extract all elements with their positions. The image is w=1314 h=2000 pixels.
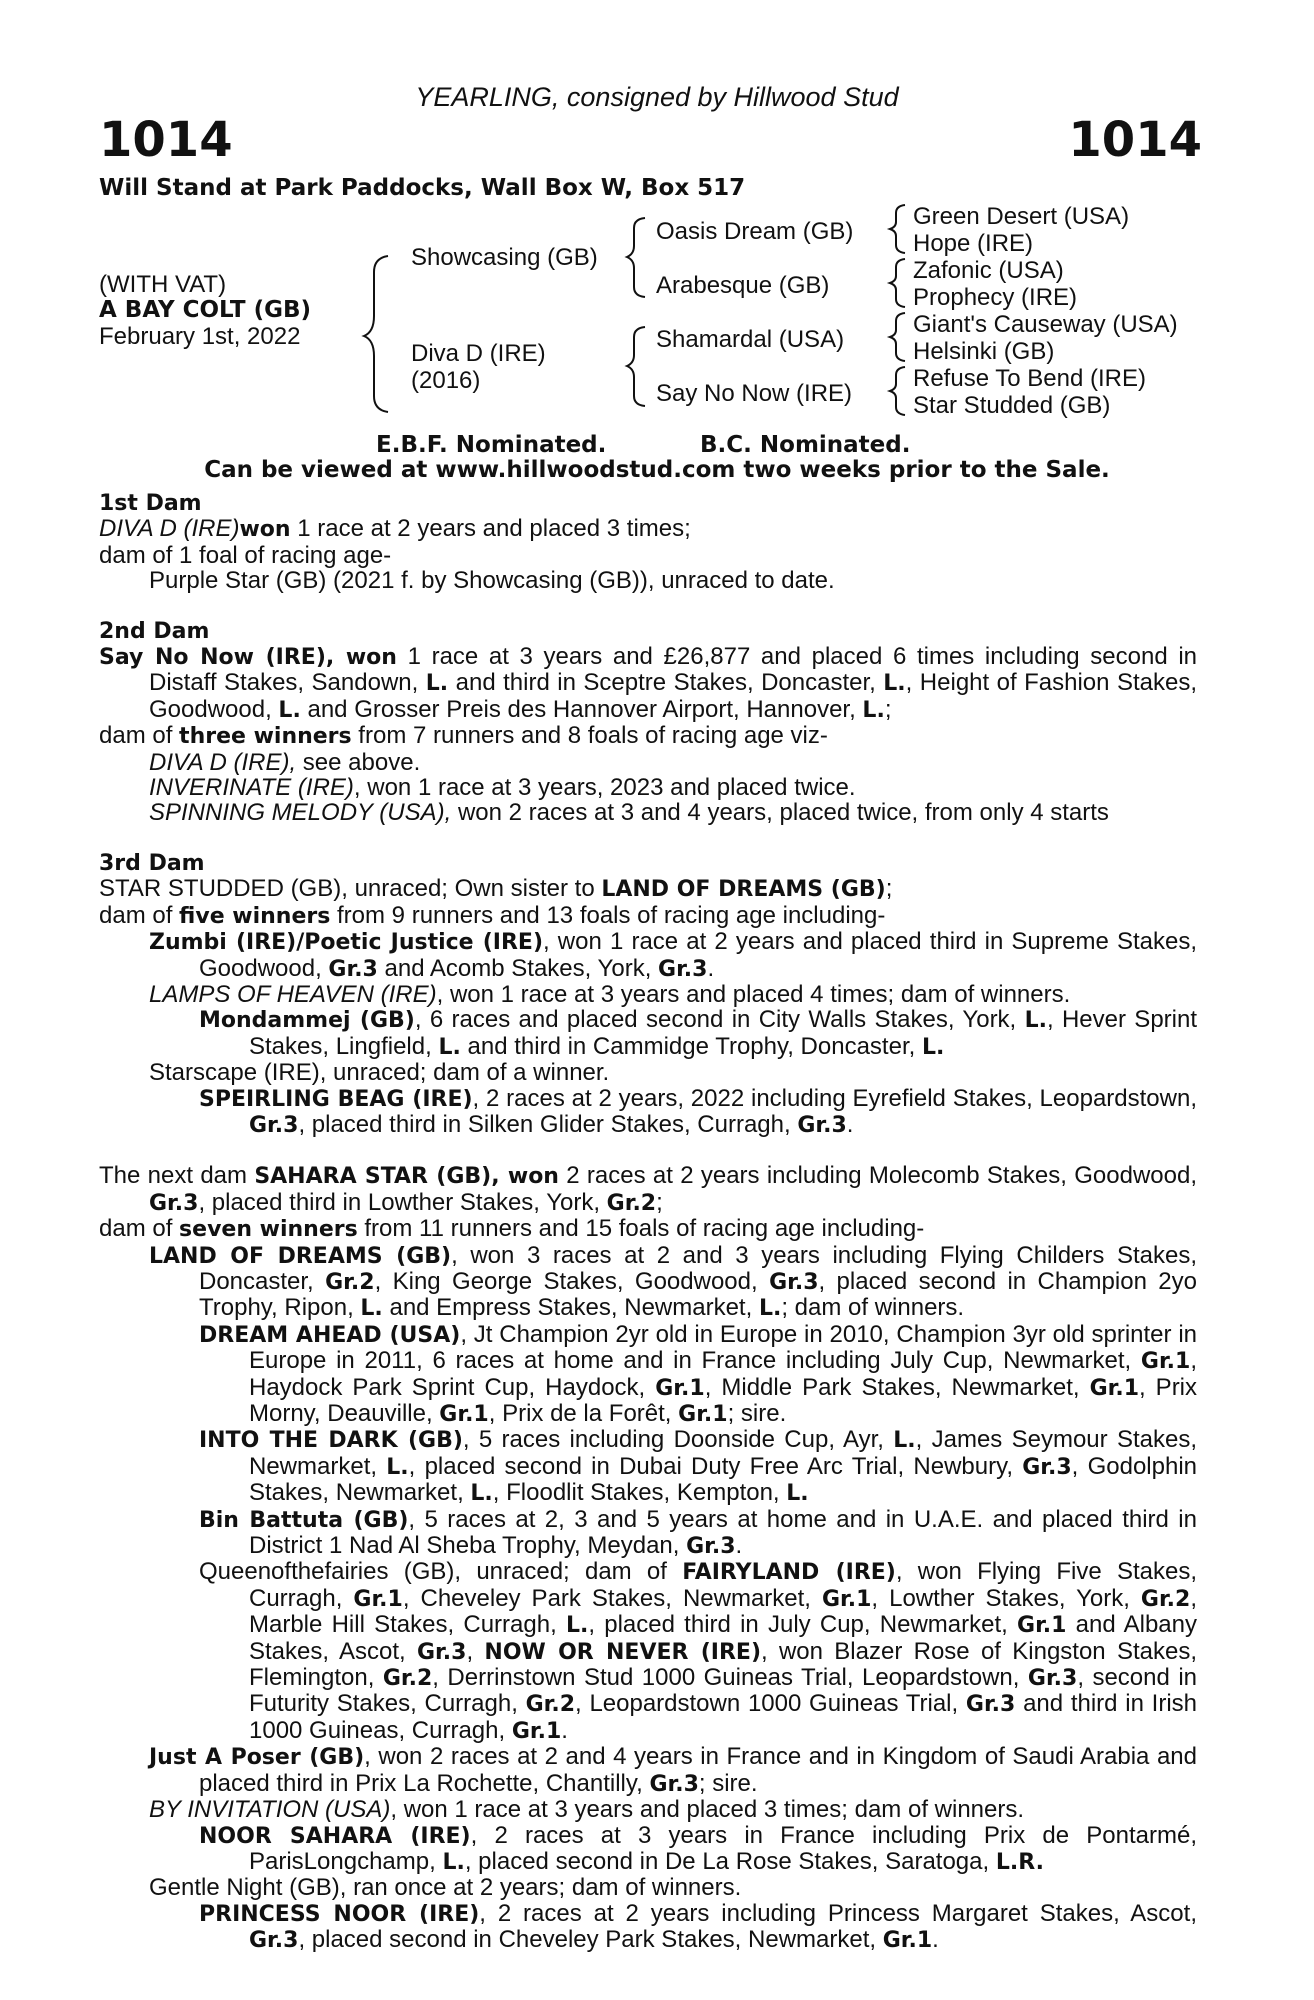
third-dam-heading: 3rd Dam bbox=[99, 850, 205, 876]
dam3-l2-a: dam of bbox=[99, 901, 180, 929]
vat-note: (WITH VAT) bbox=[99, 271, 227, 298]
consignor-subtitle: YEARLING, consigned by Hillwood Stud bbox=[415, 82, 899, 112]
q-g8: Gr.2 bbox=[525, 1692, 576, 1718]
dam2-L3: L. bbox=[278, 697, 301, 723]
brace-g3 bbox=[890, 313, 905, 361]
next-dam-bin-battuta bbox=[99, 1507, 1197, 1560]
ns-b: , placed second in De La Rose Stakes, Saratoga, bbox=[464, 1847, 996, 1875]
first-dam-record bbox=[99, 516, 1197, 542]
da-name: DREAM AHEAD (USA) bbox=[199, 1322, 461, 1348]
itd-g1: Gr.3 bbox=[1022, 1454, 1072, 1480]
dam2-p3-name: SPINNING MELODY (USA), bbox=[149, 799, 452, 827]
lod-e: ; dam of winners. bbox=[781, 1294, 965, 1322]
ns-L1: L. bbox=[442, 1849, 465, 1875]
itd-L4: L. bbox=[786, 1481, 809, 1507]
grand-ancestor-3: Zafonic (USA) bbox=[913, 257, 1064, 284]
sire-dam: Arabesque (GB) bbox=[656, 272, 830, 299]
da-e: , Prix de la Forêt, bbox=[488, 1400, 679, 1427]
grand-ancestor-2: Hope (IRE) bbox=[913, 230, 1034, 257]
next-dam-gentle-night: Gentle Night (GB), ran once at 2 years; dam of winners. bbox=[149, 1874, 742, 1902]
q-g2: Gr.1 bbox=[821, 1586, 872, 1612]
spei-b: , placed third in Silken Glider Stakes, Curragh, bbox=[298, 1110, 798, 1138]
ns-name: NOOR SAHARA (IRE) bbox=[199, 1823, 471, 1849]
q-l: , Leopardstown 1000 Guineas Trial, bbox=[575, 1690, 966, 1718]
q-g10: Gr.1 bbox=[511, 1718, 562, 1744]
q-e: , Marble Hill Stakes, Curragh, bbox=[249, 1584, 1198, 1639]
main-brace bbox=[364, 256, 388, 412]
pn-c: . bbox=[932, 1926, 939, 1954]
q-n: . bbox=[561, 1716, 568, 1744]
dam2-L2: L. bbox=[883, 671, 906, 697]
nd-damof-a: dam of bbox=[99, 1215, 180, 1243]
dam2-text-e: ; bbox=[884, 695, 892, 723]
dam2-text-d: and Grosser Preis des Hannover Airport, Hannover, bbox=[300, 695, 863, 723]
q-h: , bbox=[466, 1637, 485, 1665]
nd-damof-b: seven winners bbox=[179, 1217, 358, 1243]
grand-ancestor-7: Refuse To Bend (IRE) bbox=[913, 365, 1147, 392]
da-g4: Gr.1 bbox=[439, 1402, 489, 1427]
dam2-p1-name: DIVA D (IRE), bbox=[149, 748, 297, 776]
itd-a: , 5 races including Doonside Cup, Ayr, bbox=[462, 1426, 894, 1454]
third-dam-line1 bbox=[99, 876, 1197, 902]
nd-damof-c: from 11 runners and 15 foals of racing age including- bbox=[357, 1215, 925, 1243]
grand-ancestor-5: Giant's Causeway (USA) bbox=[913, 311, 1178, 338]
lod-L2: L. bbox=[758, 1296, 782, 1322]
dam3-l2-c: from 9 runners and 13 foals of racing age including- bbox=[330, 901, 886, 929]
second-dam-produce-3 bbox=[99, 800, 1197, 825]
da-a: , Jt Champion 2yr old in Europe in 2010, Champion 3yr old sprinter in Europe in 2011, 6 races at home and in France including July Cup, Newmarket, bbox=[249, 1320, 1197, 1375]
jap-name: Just A Poser (GB) bbox=[149, 1745, 365, 1771]
next-dam-queenofthefairies bbox=[99, 1559, 1197, 1744]
next-dam-princess-noor bbox=[99, 1901, 1197, 1954]
lamps-name: LAMPS OF HEAVEN (IRE) bbox=[149, 980, 437, 1008]
bb-name: Bin Battuta (GB) bbox=[199, 1507, 409, 1533]
itd-d: , Godolphin Stakes, Newmarket, bbox=[249, 1452, 1197, 1507]
lot-number-left: 1014 bbox=[99, 112, 233, 168]
sire-brace bbox=[627, 218, 645, 297]
itd-c: , placed second in Dubai Duty Free Arc Trial, Newbury, bbox=[408, 1452, 1023, 1480]
sire-sire: Oasis Dream (GB) bbox=[656, 218, 854, 245]
q-name1: FAIRYLAND (IRE) bbox=[682, 1560, 896, 1586]
itd-L1: L. bbox=[893, 1428, 916, 1454]
dam2-damof-b: from 7 runners and 8 foals of racing age viz- bbox=[351, 722, 828, 750]
dam2-p1-text: see above. bbox=[296, 748, 421, 776]
dam2-L4: L. bbox=[862, 697, 885, 723]
itd-e: , Floodlit Stakes, Kempton, bbox=[492, 1479, 787, 1507]
dam2-p3-text: won 2 races at 3 and 4 years, placed twice, from only 4 starts bbox=[451, 799, 1109, 827]
brace-g1 bbox=[890, 205, 905, 253]
zumbi-g2: Gr.3 bbox=[658, 956, 708, 982]
zumbi-c: . bbox=[707, 954, 715, 982]
next-dam-noor-sahara bbox=[99, 1823, 1197, 1876]
dam-name: Diva D (IRE) bbox=[411, 340, 546, 367]
second-dam-produce-2 bbox=[99, 775, 1197, 800]
q-g1: Gr.1 bbox=[353, 1586, 403, 1612]
byi-name: BY INVITATION (USA) bbox=[149, 1796, 391, 1824]
grand-ancestor-8: Star Studded (GB) bbox=[913, 392, 1111, 419]
q-b: , won Flying Five Stakes, Curragh, bbox=[249, 1558, 1197, 1612]
nd-intro-a: The next dam bbox=[99, 1162, 255, 1190]
dam1-won: won bbox=[239, 517, 291, 543]
next-dam-damof bbox=[99, 1216, 1197, 1242]
pn-g1: Gr.3 bbox=[249, 1928, 299, 1954]
dam2-winners: three winners bbox=[179, 724, 352, 750]
itd-L2: L. bbox=[386, 1454, 409, 1480]
foaling-date: February 1st, 2022 bbox=[99, 323, 301, 350]
jap-g1: Gr.3 bbox=[649, 1771, 699, 1797]
dam2-p2-name: INVERINATE (IRE) bbox=[149, 774, 354, 802]
jap-b: ; sire. bbox=[698, 1769, 758, 1797]
dam2-text-c: , Height of Fashion Stakes, Goodwood, bbox=[149, 669, 1198, 723]
spei-a: , 2 races at 2 years, 2022 including Eyrefield Stakes, Leopardstown, bbox=[472, 1084, 1197, 1112]
dam-dam: Say No Now (IRE) bbox=[656, 380, 853, 407]
nd-intro-g1: Gr.3 bbox=[149, 1190, 199, 1216]
da-g2: Gr.1 bbox=[655, 1375, 705, 1401]
da-g3: Gr.1 bbox=[1089, 1375, 1139, 1401]
spei-g2: Gr.3 bbox=[797, 1112, 847, 1138]
grand-ancestor-4: Prophecy (IRE) bbox=[913, 284, 1078, 311]
bb-g1: Gr.3 bbox=[686, 1534, 736, 1560]
q-m: and third in Irish 1000 Guineas, Curragh, bbox=[249, 1690, 1197, 1744]
dam2-L1: L. bbox=[425, 671, 449, 697]
q-f: , placed third in July Cup, Newmarket, bbox=[588, 1611, 1018, 1639]
pn-a: , 2 races at 2 years including Princess Margaret Stakes, Ascot, bbox=[479, 1899, 1197, 1927]
mond-c: and third in Cammidge Trophy, Doncaster, bbox=[460, 1032, 922, 1060]
first-dam-heading: 1st Dam bbox=[99, 491, 202, 516]
dam2-text-a: 1 race at 3 years and £26,877 and placed 6 times including second in Distaff Stakes, Sandown, bbox=[149, 643, 1197, 697]
dam2-name: Say No Now (IRE), won bbox=[99, 645, 397, 671]
byi-text: , won 1 race at 3 years and placed 3 times; dam of winners. bbox=[390, 1796, 1025, 1824]
itd-L3: L. bbox=[470, 1481, 493, 1507]
third-dam-lamps bbox=[99, 982, 1197, 1007]
q-g6: Gr.2 bbox=[382, 1666, 433, 1692]
da-g5: Gr.1 bbox=[678, 1402, 728, 1427]
da-b: , Haydock Park Sprint Cup, Haydock, bbox=[249, 1347, 1197, 1401]
q-c: , Cheveley Park Stakes, Newmarket, bbox=[402, 1584, 822, 1612]
pn-b: , placed second in Cheveley Park Stakes, Newmarket, bbox=[298, 1926, 883, 1954]
q-name2: NOW OR NEVER (IRE) bbox=[484, 1639, 761, 1665]
mond-a: , 6 races and placed second in City Walls Stakes, York, bbox=[414, 1006, 1025, 1034]
grand-ancestor-6: Helsinki (GB) bbox=[913, 338, 1055, 365]
spei-c: . bbox=[846, 1110, 854, 1138]
next-dam-intro bbox=[99, 1163, 1197, 1216]
mond-b: , Hever Sprint Stakes, Lingfield, bbox=[249, 1006, 1197, 1060]
ns-a: , 2 races at 3 years in France including Prix de Pontarmé, ParisLongchamp, bbox=[249, 1821, 1197, 1875]
spei-name: SPEIRLING BEAG (IRE) bbox=[199, 1086, 473, 1112]
q-g4: Gr.1 bbox=[1017, 1613, 1067, 1639]
itd-b: , James Seymour Stakes, Newmarket, bbox=[249, 1426, 1198, 1480]
dam3-l2-b: five winners bbox=[179, 903, 331, 929]
dam2-p2-text: , won 1 race at 3 years, 2023 and placed twice. bbox=[353, 774, 856, 802]
ns-L2: L.R. bbox=[995, 1849, 1044, 1875]
sire-name: Showcasing (GB) bbox=[411, 244, 598, 271]
dam2-damof-a: dam of bbox=[99, 722, 180, 750]
zumbi-g1: Gr.3 bbox=[328, 956, 378, 982]
q-L1: L. bbox=[565, 1613, 589, 1639]
lod-name: LAND OF DREAMS (GB) bbox=[149, 1243, 452, 1269]
dam3-l1-a: STAR STUDDED (GB), unraced; Own sister to bbox=[99, 875, 602, 903]
dam1-name: DIVA D (IRE) bbox=[99, 515, 240, 543]
mond-L2: L. bbox=[438, 1034, 461, 1060]
da-c: , Middle Park Stakes, Newmarket, bbox=[704, 1373, 1090, 1401]
brace-g2 bbox=[890, 259, 905, 307]
q-d: , Lowther Stakes, York, bbox=[871, 1584, 1141, 1612]
lod-b: , King George Stakes, Goodwood, bbox=[374, 1267, 770, 1295]
q-k: , second in Futurity Stakes, Curragh, bbox=[249, 1664, 1198, 1718]
next-dam-by-invitation bbox=[99, 1797, 1197, 1822]
dam3-l1-b: LAND OF DREAMS (GB) bbox=[601, 877, 886, 903]
q-g9: Gr.3 bbox=[965, 1692, 1016, 1718]
second-dam-heading: 2nd Dam bbox=[99, 618, 210, 644]
bc-nominated: B.C. Nominated. bbox=[700, 432, 911, 458]
dam2-text-b: and third in Sceptre Stakes, Doncaster, bbox=[448, 669, 884, 697]
spei-g1: Gr.3 bbox=[249, 1112, 299, 1138]
mond-name: Mondammej (GB) bbox=[199, 1008, 415, 1034]
dam-sire: Shamardal (USA) bbox=[656, 326, 845, 353]
nd-intro-c: 2 races at 2 years including Molecomb Stakes, Goodwood, bbox=[558, 1162, 1197, 1190]
dam3-l1-c: ; bbox=[885, 875, 893, 903]
first-dam-foal: Purple Star (GB) (2021 f. by Showcasing (GB)), unraced to date. bbox=[149, 567, 835, 595]
dam-brace bbox=[627, 327, 645, 406]
lamps-text: , won 1 race at 3 years and placed 4 times; dam of winners. bbox=[436, 980, 1071, 1008]
mond-L3: L. bbox=[921, 1034, 945, 1060]
next-dam-land-of-dreams bbox=[99, 1243, 1197, 1322]
da-f: ; sire. bbox=[727, 1400, 787, 1427]
second-dam-damof bbox=[99, 723, 1197, 749]
second-dam-record bbox=[99, 644, 1197, 723]
bb-a: , 5 races at 2, 3 and 5 years at home and in U.A.E. and placed third in District 1 Nad Al Sheba Trophy, Meydan, bbox=[249, 1505, 1197, 1560]
zumbi-name: Zumbi (IRE)/Poetic Justice (IRE) bbox=[149, 930, 543, 956]
nd-intro-e: ; bbox=[656, 1188, 663, 1216]
next-dam-dream-ahead bbox=[99, 1322, 1197, 1428]
pedigree-notes bbox=[99, 491, 1197, 1954]
horse-name: A BAY COLT (GB) bbox=[99, 297, 312, 323]
second-dam-produce-1 bbox=[99, 750, 1197, 775]
third-dam-speirling bbox=[99, 1086, 1197, 1139]
stable-location: Will Stand at Park Paddocks, Wall Box W, Box 517 bbox=[99, 175, 746, 201]
brace-g4 bbox=[890, 367, 905, 415]
next-dam-into-the-dark bbox=[99, 1427, 1197, 1506]
third-dam-line2 bbox=[99, 903, 1197, 929]
q-g: and Albany Stakes, Ascot, bbox=[249, 1611, 1197, 1665]
lod-d: and Empress Stakes, Newmarket, bbox=[382, 1294, 759, 1322]
q-i: , won Blazer Rose of Kingston Stakes, Flemington, bbox=[249, 1637, 1197, 1692]
q-j: , Derrinstown Stud 1000 Guineas Trial, Leopardstown, bbox=[432, 1664, 1028, 1692]
jap-a: , won 2 races at 2 and 4 years in France and in Kingdom of Saudi Arabia and placed third in Prix La Rochette, Chantilly, bbox=[199, 1743, 1197, 1797]
lod-a: , won 3 races at 2 and 3 years including Flying Childers Stakes, Doncaster, bbox=[199, 1241, 1198, 1295]
nd-intro-d: , placed third in Lowther Stakes, York, bbox=[198, 1188, 607, 1216]
mond-L1: L. bbox=[1024, 1008, 1047, 1034]
pn-g2: Gr.1 bbox=[882, 1928, 933, 1954]
bb-b: . bbox=[735, 1532, 743, 1560]
lod-L1: L. bbox=[360, 1296, 383, 1322]
q-g5: Gr.3 bbox=[417, 1639, 467, 1665]
first-dam-damof: dam of 1 foal of racing age- bbox=[99, 541, 392, 569]
nd-intro-b: SAHARA STAR (GB), won bbox=[254, 1164, 559, 1190]
lod-g2: Gr.3 bbox=[769, 1269, 819, 1295]
ebf-nominated: E.B.F. Nominated. bbox=[376, 432, 607, 458]
zumbi-a: , won 1 race at 2 years and placed third in Supreme Stakes, Goodwood, bbox=[199, 928, 1197, 982]
lod-g1: Gr.2 bbox=[325, 1269, 375, 1295]
q-g7: Gr.3 bbox=[1027, 1666, 1078, 1692]
grand-ancestor-1: Green Desert (USA) bbox=[913, 203, 1130, 230]
lot-number-right: 1014 bbox=[1068, 112, 1202, 168]
dam1-record: 1 race at 2 years and placed 3 times; bbox=[290, 515, 691, 543]
q-a: Queenofthefairies (GB), unraced; dam of bbox=[199, 1558, 683, 1586]
nd-intro-g2: Gr.2 bbox=[606, 1190, 657, 1216]
next-dam-just-a-poser bbox=[99, 1744, 1197, 1797]
dam-year: (2016) bbox=[411, 367, 481, 394]
da-g1: Gr.1 bbox=[1140, 1349, 1191, 1375]
zumbi-b: and Acomb Stakes, York, bbox=[377, 954, 659, 982]
third-dam-zumbi bbox=[99, 929, 1197, 982]
third-dam-starscape: Starscape (IRE), unraced; dam of a winner. bbox=[149, 1059, 610, 1087]
da-d: , Prix Morny, Deauville, bbox=[249, 1373, 1198, 1427]
q-g3: Gr.2 bbox=[1140, 1586, 1191, 1612]
viewing-note: Can be viewed at www.hillwoodstud.com two weeks prior to the Sale. bbox=[204, 457, 1110, 483]
pn-name: PRINCESS NOOR (IRE) bbox=[199, 1901, 480, 1927]
lod-c: , placed second in Champion 2yo Trophy, Ripon, bbox=[199, 1267, 1197, 1322]
itd-name: INTO THE DARK (GB) bbox=[199, 1428, 463, 1454]
third-dam-mondammej bbox=[99, 1007, 1197, 1060]
